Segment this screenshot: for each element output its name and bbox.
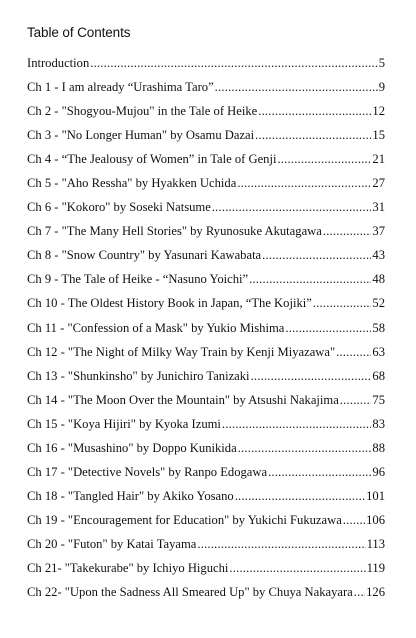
dot-leader — [90, 55, 377, 72]
toc-entry-page-number: 106 — [366, 512, 385, 527]
dot-leader — [354, 584, 365, 601]
toc-entry-title: Ch 13 - "Shunkinsho" by Junichiro Tanizaki — [27, 368, 250, 383]
dot-leader — [197, 536, 365, 553]
toc-entry-title: Ch 19 - "Encouragement for Education" by Yukichi Fukuzawa — [27, 512, 342, 527]
toc-entry-page-number: 31 — [372, 200, 385, 215]
toc-entry-title: Ch 9 - The Tale of Heike - “Nasuno Yoichi” — [27, 272, 249, 287]
toc-entry — [27, 295, 385, 319]
toc-entry — [27, 247, 385, 271]
toc-entry — [27, 320, 385, 344]
toc-list — [27, 55, 385, 608]
dot-leader — [277, 151, 371, 168]
toc-entry — [27, 151, 385, 175]
toc-entry-page-number: 52 — [372, 296, 385, 311]
toc-entry-page-number: 126 — [366, 585, 385, 600]
toc-entry-page-number: 27 — [372, 176, 385, 191]
toc-entry-title: Introduction — [27, 56, 90, 70]
toc-entry-page-number: 37 — [372, 224, 385, 239]
toc-entry — [27, 560, 385, 584]
toc-entry — [27, 488, 385, 512]
dot-leader — [215, 79, 378, 96]
toc-entry-title: Ch 22- "Upon the Sadness All Smeared Up" by Chuya Nakayara — [27, 585, 353, 600]
dot-leader — [262, 247, 371, 264]
dot-leader — [251, 368, 372, 385]
dot-leader — [249, 271, 371, 288]
dot-leader — [343, 512, 365, 529]
toc-entry-title: Ch 8 - "Snow Country" by Yasunari Kawabata — [27, 248, 262, 263]
dot-leader — [229, 560, 365, 577]
toc-entry-title: Ch 20 - "Futon" by Katai Tayama — [27, 536, 197, 551]
toc-entry-title: Ch 11 - "Confession of a Mask" by Yukio Mishima — [27, 320, 285, 335]
dot-leader — [255, 127, 371, 144]
toc-entry-title: Ch 10 - The Oldest History Book in Japan, “The Kojiki” — [27, 296, 312, 311]
toc-entry-title: Ch 17 - "Detective Novels" by Ranpo Edogawa — [27, 464, 268, 479]
toc-entry — [27, 175, 385, 199]
dot-leader — [222, 416, 371, 433]
dot-leader — [340, 392, 372, 409]
toc-entry — [27, 103, 385, 127]
toc-entry — [27, 536, 385, 560]
toc-entry-page-number: 48 — [372, 272, 385, 287]
dot-leader — [235, 488, 365, 505]
dot-leader — [323, 223, 372, 240]
page-title: Table of Contents — [27, 25, 131, 40]
toc-entry-title: Ch 7 - "The Many Hell Stories" by Ryunosuke Akutagawa — [27, 224, 322, 239]
dot-leader — [268, 464, 371, 481]
toc-entry — [27, 392, 385, 416]
toc-entry-page-number: 63 — [372, 344, 385, 359]
dot-leader — [237, 175, 371, 192]
toc-entry — [27, 271, 385, 295]
toc-entry-title: Ch 1 - I am already “Urashima Taro” — [27, 80, 214, 95]
toc-entry-title: Ch 6 - "Kokoro" by Soseki Natsume — [27, 200, 211, 215]
toc-entry-page-number: 119 — [366, 560, 385, 575]
toc-entry — [27, 368, 385, 392]
toc-entry — [27, 440, 385, 464]
toc-entry-title: Ch 4 - “The Jealousy of Women” in Tale of Genji — [27, 152, 277, 167]
toc-entry-title: Ch 15 - "Koya Hijiri" by Kyoka Izumi — [27, 416, 221, 431]
dot-leader — [238, 440, 372, 457]
toc-entry-page-number: 21 — [372, 152, 385, 167]
toc-entry-page-number: 9 — [378, 80, 385, 95]
toc-entry-title: Ch 16 - "Musashino" by Doppo Kunikida — [27, 440, 237, 455]
toc-entry-title: Ch 18 - "Tangled Hair" by Akiko Yosano — [27, 488, 234, 503]
toc-entry-page-number: 68 — [372, 368, 385, 383]
toc-entry-page-number: 5 — [378, 56, 385, 70]
toc-entry-page-number: 113 — [366, 536, 385, 551]
toc-entry-title: Ch 12 - "The Night of Milky Way Train by Kenji Miyazawa" — [27, 344, 336, 359]
dot-leader — [212, 199, 372, 216]
dot-leader — [313, 295, 372, 312]
toc-entry-page-number: 43 — [372, 248, 385, 263]
toc-entry-page-number: 101 — [366, 488, 385, 503]
toc-entry — [27, 55, 385, 79]
dot-leader — [336, 344, 371, 361]
toc-entry — [27, 512, 385, 536]
toc-entry-page-number: 75 — [372, 392, 385, 407]
dot-leader — [285, 320, 371, 337]
toc-entry — [27, 223, 385, 247]
toc-entry-page-number: 15 — [372, 128, 385, 143]
toc-entry-page-number: 88 — [372, 440, 385, 455]
toc-entry-title: Ch 21- "Takekurabe" by Ichiyo Higuchi — [27, 560, 229, 575]
toc-entry-title: Ch 2 - "Shogyou-Mujou" in the Tale of Heike — [27, 104, 258, 119]
toc-entry-title: Ch 5 - "Aho Ressha" by Hyakken Uchida — [27, 176, 237, 191]
toc-entry — [27, 464, 385, 488]
toc-entry — [27, 344, 385, 368]
toc-entry — [27, 79, 385, 103]
toc-entry — [27, 584, 385, 608]
toc-entry — [27, 416, 385, 440]
toc-entry-title: Ch 3 - "No Longer Human" by Osamu Dazai — [27, 128, 255, 143]
toc-entry — [27, 127, 385, 151]
dot-leader — [258, 103, 371, 120]
toc-entry-page-number: 83 — [372, 416, 385, 431]
toc-entry-page-number: 96 — [372, 464, 385, 479]
toc-entry — [27, 199, 385, 223]
toc-entry-page-number: 12 — [372, 104, 385, 119]
toc-entry-title: Ch 14 - "The Moon Over the Mountain" by Atsushi Nakajima — [27, 392, 339, 407]
toc-entry-page-number: 58 — [372, 320, 385, 335]
